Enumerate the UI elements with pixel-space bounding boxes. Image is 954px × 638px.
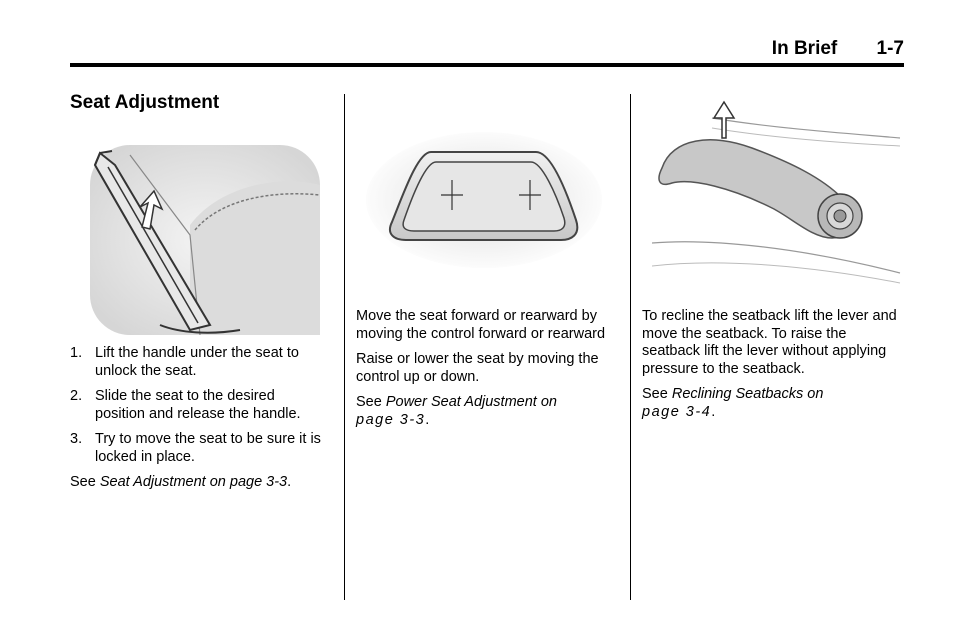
- power-seat-control-illustration: [366, 130, 602, 270]
- list-item: [70, 388, 328, 423]
- column-text: [642, 308, 902, 429]
- list-item: [70, 345, 328, 380]
- paragraph: To recline the seatback lift the lever and move the seatback. To raise the seatback lift the lever without applying pressure to the seatback.: [642, 308, 897, 377]
- column-text: [70, 345, 328, 500]
- step-number: 3.: [70, 431, 83, 447]
- step-text: Slide the seat to the desired position and release the handle.: [95, 388, 301, 422]
- header-rule: [70, 63, 904, 67]
- steps-list: [70, 345, 328, 466]
- cross-reference-link[interactable]: page 3-4: [642, 403, 712, 420]
- running-header: [772, 38, 904, 60]
- cross-reference-link[interactable]: Power Seat Adjustment on: [385, 394, 557, 410]
- cross-reference-link[interactable]: page 3-3: [356, 411, 426, 428]
- cross-reference-link[interactable]: Seat Adjustment on page 3-3: [99, 474, 288, 490]
- header-page-number: 1-7: [876, 38, 904, 59]
- paragraph: Move the seat forward or rearward by moving the control forward or rearward: [356, 308, 606, 342]
- column-divider: [344, 94, 345, 600]
- step-number: 1.: [70, 345, 83, 361]
- list-item: [70, 431, 328, 466]
- seat-handle-illustration: [70, 145, 328, 340]
- cross-reference-link[interactable]: Reclining Seatbacks on: [671, 386, 824, 402]
- step-text: Try to move the seat to be sure it is locked in place.: [95, 431, 321, 465]
- step-text: Lift the handle under the seat to unlock the seat.: [95, 345, 299, 379]
- recline-lever-illustration: [652, 98, 902, 288]
- column-text: [356, 308, 606, 437]
- step-number: 2.: [70, 388, 83, 404]
- see-reference: See Reclining Seatbacks on page 3-4.: [642, 386, 824, 420]
- column-divider: [630, 94, 631, 600]
- see-reference: See Seat Adjustment on page 3-3.: [70, 474, 292, 490]
- section-title: Seat Adjustment: [70, 92, 220, 113]
- paragraph: Raise or lower the seat by moving the control up or down.: [356, 351, 599, 385]
- header-section: In Brief: [771, 38, 838, 59]
- see-reference: See Power Seat Adjustment on page 3-3.: [356, 394, 557, 428]
